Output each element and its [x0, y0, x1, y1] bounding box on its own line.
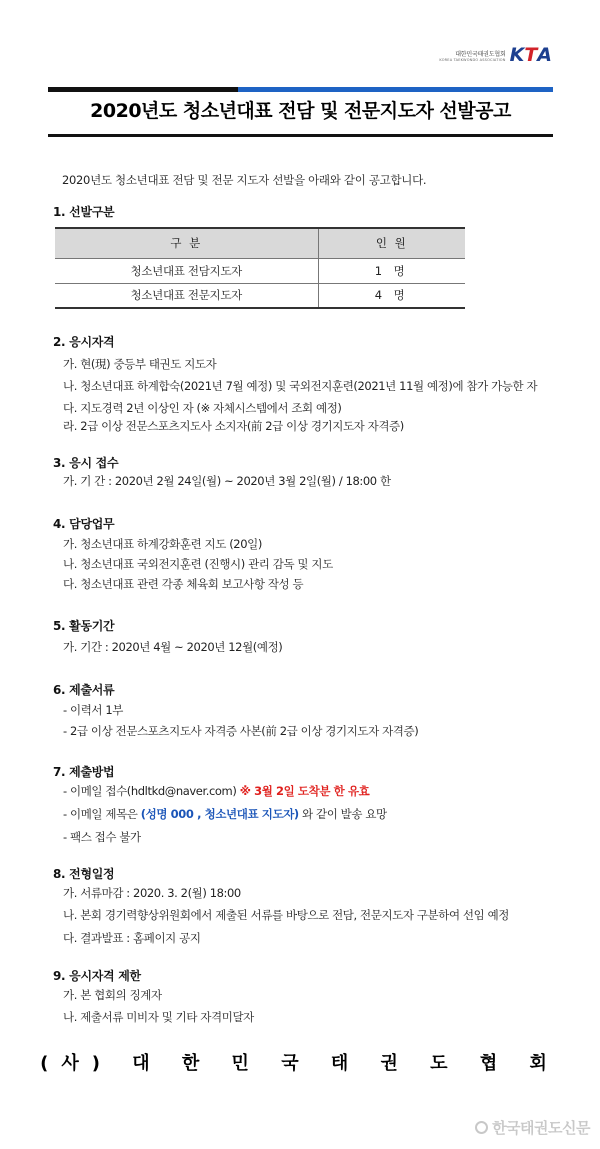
list-item: 가. 기 간 : 2020년 2월 24일(월) ~ 2020년 3월 2일(월) / 18:00 한	[63, 474, 391, 488]
section-heading-documents: 6. 제출서류	[53, 683, 115, 697]
list-item: - 이력서 1부	[63, 703, 124, 717]
section-heading-submission: 7. 제출방법	[53, 765, 115, 779]
list-item: 나. 청소년대표 국외전지훈련 (진행시) 관리 감독 및 지도	[63, 557, 333, 571]
subject-prefix: - 이메일 제목은	[63, 807, 141, 821]
section-heading-eligibility: 2. 응시자격	[53, 335, 115, 349]
table-row	[55, 283, 465, 308]
email-deadline-note: ※ 3월 2일 도착분 한 유효	[239, 784, 370, 798]
table-cell: 청소년대표 전담지도자	[55, 258, 318, 283]
logo-english-name: KOREA TAEKWONDO ASSOCIATION	[439, 58, 506, 62]
logo-text	[439, 49, 505, 62]
table-cell: 4 명	[318, 283, 465, 308]
logo-korean-name: 대한민국태권도협회	[455, 51, 506, 58]
issuer-signature: (사) 대 한 민 국 태 권 도 협 회	[40, 1053, 560, 1074]
section-heading-duties: 4. 담당업무	[53, 517, 115, 531]
table-header-category: 구 분	[55, 228, 318, 258]
list-item: 가. 본 협회의 징계자	[63, 988, 162, 1002]
kta-logo	[439, 46, 552, 65]
page-title: 2020년도 청소년대표 전담 및 전문지도자 선발공고	[90, 100, 511, 122]
list-item: 다. 지도경력 2년 이상인 자 (※ 자체시스템에서 조회 예정)	[63, 401, 342, 415]
table-cell: 1 명	[318, 258, 465, 283]
list-item: - 2급 이상 전문스포츠지도사 자격증 사본(前 2급 이상 경기지도자 자격증)	[63, 724, 419, 738]
list-item: 가. 청소년대표 하계강화훈련 지도 (20일)	[63, 537, 262, 551]
intro-text: 2020년도 청소년대표 전담 및 전문 지도자 선발을 아래와 같이 공고합니다.	[62, 173, 427, 187]
list-item: 가. 서류마감 : 2020. 3. 2(월) 18:00	[63, 886, 241, 900]
title-rule-blue	[238, 87, 553, 92]
table-header-row	[55, 228, 465, 258]
kta-logo-mark: K T A	[509, 44, 552, 66]
section-heading-restrictions: 9. 응시자격 제한	[53, 969, 141, 983]
list-item: 나. 청소년대표 하계합숙(2021년 7월 예정) 및 국외전지훈련(2021년 11월 예정)에 참가 가능한 자	[63, 379, 538, 393]
section-heading-period: 5. 활동기간	[53, 619, 115, 633]
list-item-email	[63, 783, 369, 799]
email-text: - 이메일 접수(hdltkd@naver.com)	[63, 784, 240, 798]
table-row	[55, 258, 465, 283]
watermark-icon	[475, 1121, 488, 1134]
list-item: 다. 결과발표 : 홈페이지 공지	[63, 931, 201, 945]
section-heading-application: 3. 응시 접수	[53, 456, 119, 470]
watermark	[475, 1117, 590, 1138]
list-item: 다. 청소년대표 관련 각종 체육회 보고사항 작성 등	[63, 577, 304, 591]
subject-suffix: 와 같이 발송 요망	[298, 807, 387, 821]
section-heading-schedule: 8. 전형일정	[53, 867, 115, 881]
title-top-rule	[48, 87, 553, 92]
list-item: 라. 2급 이상 전문스포츠지도사 소지자(前 2급 이상 경기지도자 자격증)	[63, 419, 404, 433]
list-item: 나. 본회 경기력향상위원회에서 제출된 서류를 바탕으로 전담, 전문지도자 구분하여 선임 예정	[63, 908, 510, 922]
list-item: 가. 기간 : 2020년 4월 ~ 2020년 12월(예정)	[63, 640, 283, 654]
table-header-count: 인 원	[318, 228, 465, 258]
watermark-text: 한국태권도신문	[492, 1119, 590, 1137]
selection-table	[55, 227, 465, 309]
list-item: 나. 제출서류 미비자 및 기타 자격미달자	[63, 1010, 254, 1024]
title-bottom-rule	[48, 134, 553, 137]
section-heading-selection: 1. 선발구분	[53, 205, 115, 219]
list-item-subject	[63, 806, 387, 822]
title-rule-black	[48, 87, 238, 92]
table-cell: 청소년대표 전문지도자	[55, 283, 318, 308]
subject-format: (성명 000 , 청소년대표 지도자)	[140, 807, 299, 821]
list-item: - 팩스 접수 불가	[63, 830, 141, 844]
list-item: 가. 현(現) 중등부 태권도 지도자	[63, 357, 217, 371]
